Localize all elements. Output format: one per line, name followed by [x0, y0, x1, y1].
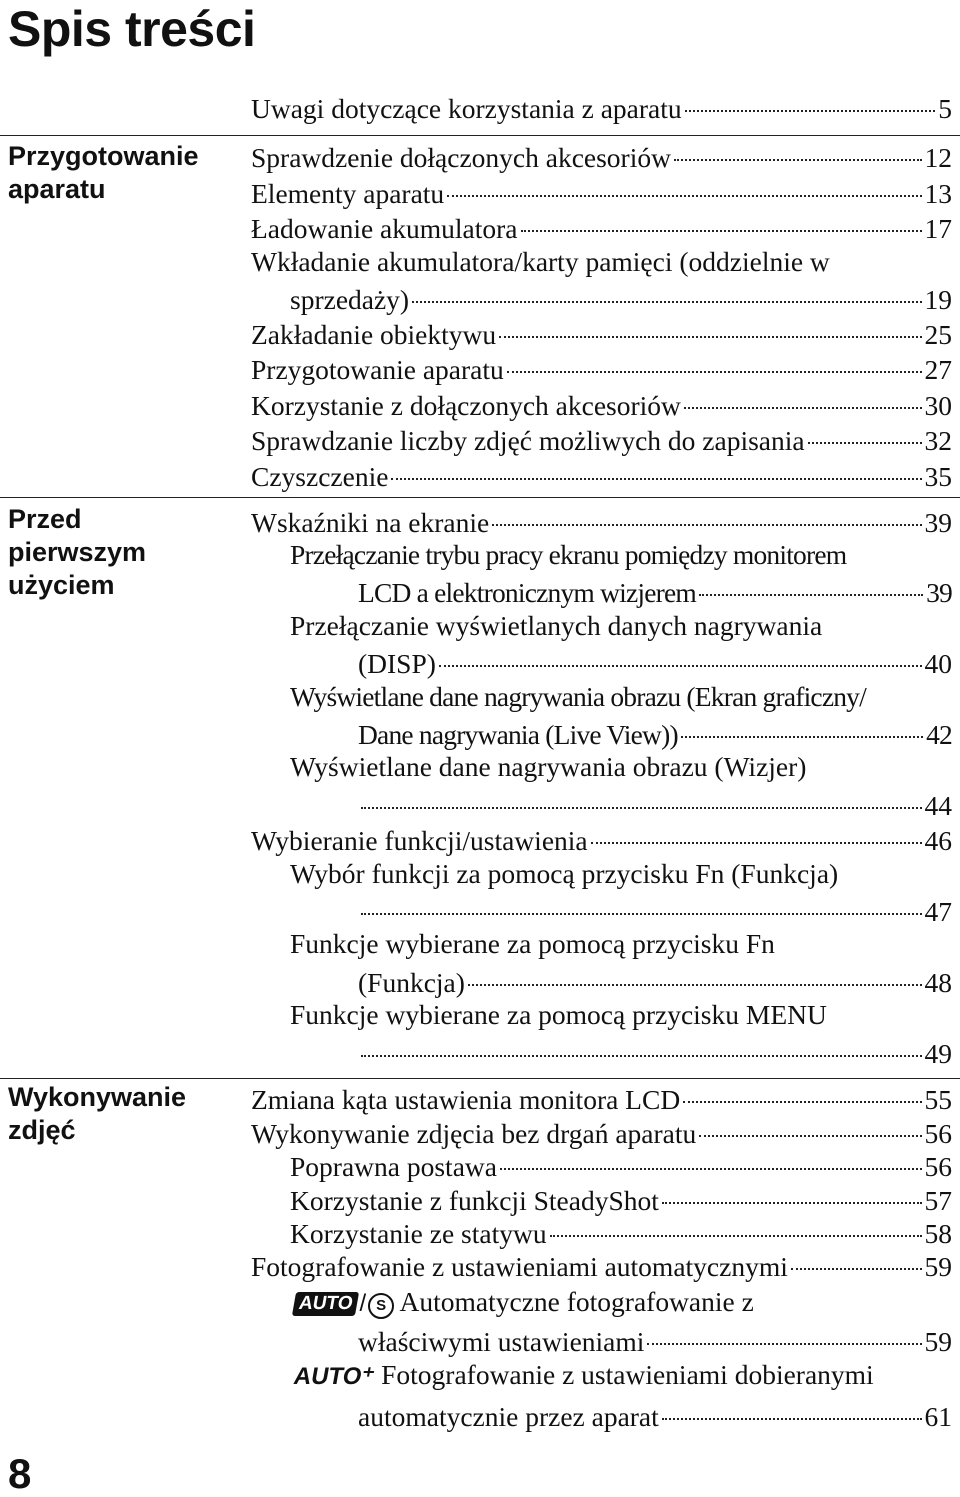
- superior-auto-icon: AUTO⁺: [291, 1363, 377, 1390]
- toc-entry-title-cont: (DISP): [358, 647, 436, 679]
- icon-separator: /: [359, 1290, 367, 1317]
- toc-entry-title: Czyszczenie: [251, 460, 389, 492]
- toc-page-number: 17: [924, 212, 952, 244]
- toc-entry[interactable]: [358, 572, 952, 608]
- toc-entry[interactable]: [358, 714, 952, 750]
- toc-entry-first-line[interactable]: Funkcje wybierane za pomocą przycisku Fn: [290, 928, 775, 959]
- toc-page-number: 61: [924, 1400, 952, 1432]
- toc-entry-title: Sprawdzenie dołączonych akcesoriów: [251, 141, 671, 173]
- section-label-wykonywanie-zdjec: Wykonywanie zdjęć: [8, 1082, 187, 1145]
- toc-entry-title: Fotografowanie z ustawieniami automatycznymi: [251, 1250, 788, 1282]
- dot-leader: [361, 1027, 922, 1057]
- toc-page-number: 57: [924, 1184, 952, 1216]
- toc-page-number: 56: [924, 1117, 952, 1149]
- toc-entry-first-line[interactable]: Wybór funkcji za pomocą przycisku Fn (Funkcja): [290, 858, 839, 889]
- dot-leader: [492, 496, 921, 526]
- toc-entry-first-line[interactable]: Wkładanie akumulatora/karty pamięci (oddzielnie w: [251, 246, 830, 277]
- dot-leader: [391, 450, 921, 480]
- toc-entry[interactable]: [358, 643, 952, 679]
- dot-leader: [361, 779, 922, 809]
- toc-entry-title: Zakładanie obiektywu: [251, 318, 497, 350]
- toc-page-number: 49: [924, 1037, 952, 1069]
- dot-leader: [683, 1073, 921, 1103]
- toc-entry-title: Ładowanie akumulatora: [251, 212, 518, 244]
- toc-entry-first-line[interactable]: Funkcje wybierane za pomocą przycisku MENU: [290, 999, 827, 1030]
- toc-page-number: 19: [924, 283, 952, 315]
- toc-entry-title-cont: LCD a elektronicznym wizjerem: [358, 576, 696, 608]
- toc-entry-first-line[interactable]: Przełączanie wyświetlanych danych nagrywania: [290, 610, 823, 641]
- dot-leader: [699, 1107, 921, 1137]
- toc-entry-title: Automatyczne fotografowanie z: [399, 1286, 754, 1317]
- toc-entry-title: Korzystanie z dołączonych akcesoriów: [251, 389, 681, 421]
- toc-entry[interactable]: [358, 962, 952, 998]
- page-title: Spis treści: [8, 1, 256, 57]
- toc-entry-title-cont: właściwymi ustawieniami: [358, 1325, 645, 1357]
- toc-entry[interactable]: [251, 88, 952, 124]
- dot-leader: [499, 308, 921, 338]
- toc-page-number: 46: [924, 824, 952, 856]
- dot-leader: [550, 1207, 922, 1237]
- toc-entry-first-line[interactable]: Wyświetlane dane nagrywania obrazu (Wizjer): [290, 751, 807, 782]
- dot-leader: [681, 708, 923, 738]
- dot-leader: [647, 1315, 921, 1345]
- toc-entry-title: Uwagi dotyczące korzystania z aparatu: [251, 92, 682, 124]
- dot-leader: [808, 414, 922, 444]
- section-label-przed-pierwszym-uzyciem: Przed pierwszym użyciem: [8, 504, 147, 600]
- dot-leader: [447, 167, 921, 197]
- dot-leader: [685, 82, 936, 112]
- toc-entry-title-cont: Dane nagrywania (Live View)): [358, 718, 678, 750]
- dot-leader: [439, 637, 922, 667]
- toc-page-number: 39: [926, 576, 952, 608]
- toc-page-number: 48: [924, 966, 952, 998]
- dot-leader: [699, 566, 923, 596]
- auto-mode-icon: AUTO: [292, 1292, 360, 1316]
- toc-entry-title: Poprawna postawa: [290, 1150, 497, 1182]
- dot-leader: [684, 379, 922, 409]
- toc-entry-first-line[interactable]: Przełączanie trybu pracy ekranu pomiędzy monitorem: [290, 539, 847, 570]
- toc-page-number: 13: [924, 177, 952, 209]
- dot-leader: [500, 1140, 922, 1170]
- toc-page-number: 25: [924, 318, 952, 350]
- toc-page-number: 59: [924, 1325, 952, 1357]
- toc-page-number: 32: [924, 424, 952, 456]
- toc-page-number: 40: [924, 647, 952, 679]
- dot-leader: [521, 202, 922, 232]
- scene-selection-icon: S: [368, 1293, 394, 1319]
- toc-entry[interactable]: [358, 1321, 952, 1357]
- toc-entry[interactable]: [251, 456, 952, 492]
- toc-entry-title: Korzystanie ze statywu: [290, 1217, 547, 1249]
- toc-entry[interactable]: [358, 1033, 952, 1069]
- toc-page-number: 5: [938, 92, 952, 124]
- toc-entry-title-cont: (Funkcja): [358, 966, 465, 998]
- toc-entry-title: Sprawdzanie liczby zdjęć możliwych do zapisania: [251, 424, 805, 456]
- toc-entry-title: Fotografowanie z ustawieniami dobieranymi: [381, 1359, 874, 1390]
- toc-entry-title: Korzystanie z funkcji SteadyShot: [290, 1184, 659, 1216]
- section-label-przygotowanie: Przygotowanie aparatu: [8, 141, 199, 204]
- toc-page-number: 35: [924, 460, 952, 492]
- toc-page-number: 56: [924, 1150, 952, 1182]
- toc-entry[interactable]: [251, 1246, 952, 1282]
- toc-entry[interactable]: [251, 502, 952, 538]
- toc-page-number: 59: [924, 1250, 952, 1282]
- toc-entry-title: Wskaźniki na ekranie: [251, 506, 490, 538]
- dot-leader: [412, 273, 921, 303]
- toc-page-number: 44: [924, 789, 952, 821]
- toc-entry[interactable]: [358, 891, 952, 927]
- toc-entry-first-line[interactable]: [291, 1357, 874, 1393]
- page-number: 8: [8, 1450, 32, 1497]
- toc-entry-title-cont: sprzedaży): [290, 283, 410, 315]
- dot-leader: [591, 814, 922, 844]
- dot-leader: [468, 956, 922, 986]
- toc-entry[interactable]: [251, 208, 952, 244]
- toc-page-number: 58: [924, 1217, 952, 1249]
- toc-page-number: 12: [924, 141, 952, 173]
- toc-entry[interactable]: [358, 1396, 952, 1432]
- toc-entry-title: Przygotowanie aparatu: [251, 353, 504, 385]
- dot-leader: [674, 131, 922, 161]
- dot-leader: [507, 343, 922, 373]
- dot-leader: [361, 885, 922, 915]
- toc-page-number: 27: [924, 353, 952, 385]
- toc-entry-title: Wykonywanie zdjęcia bez drgań aparatu: [251, 1117, 697, 1149]
- toc-entry-first-line[interactable]: Wyświetlane dane nagrywania obrazu (Ekran graficzny/: [290, 681, 866, 712]
- toc-entry[interactable]: [251, 820, 952, 856]
- dot-leader: [662, 1174, 922, 1204]
- toc-page-number: 42: [926, 718, 952, 750]
- toc-entry-title: Elementy aparatu: [251, 177, 445, 209]
- dot-leader: [662, 1390, 922, 1420]
- toc-entry-title-cont: automatycznie przez aparat: [358, 1400, 659, 1432]
- toc-page-number: 47: [924, 895, 952, 927]
- toc-page-number: 30: [924, 389, 952, 421]
- toc-page-number: 39: [924, 506, 952, 538]
- toc-entry-title: Zmiana kąta ustawienia monitora LCD: [251, 1083, 681, 1115]
- toc-entry-title: Wybieranie funkcji/ustawienia: [251, 824, 588, 856]
- toc-page-number: 55: [924, 1083, 952, 1115]
- dot-leader: [791, 1240, 922, 1270]
